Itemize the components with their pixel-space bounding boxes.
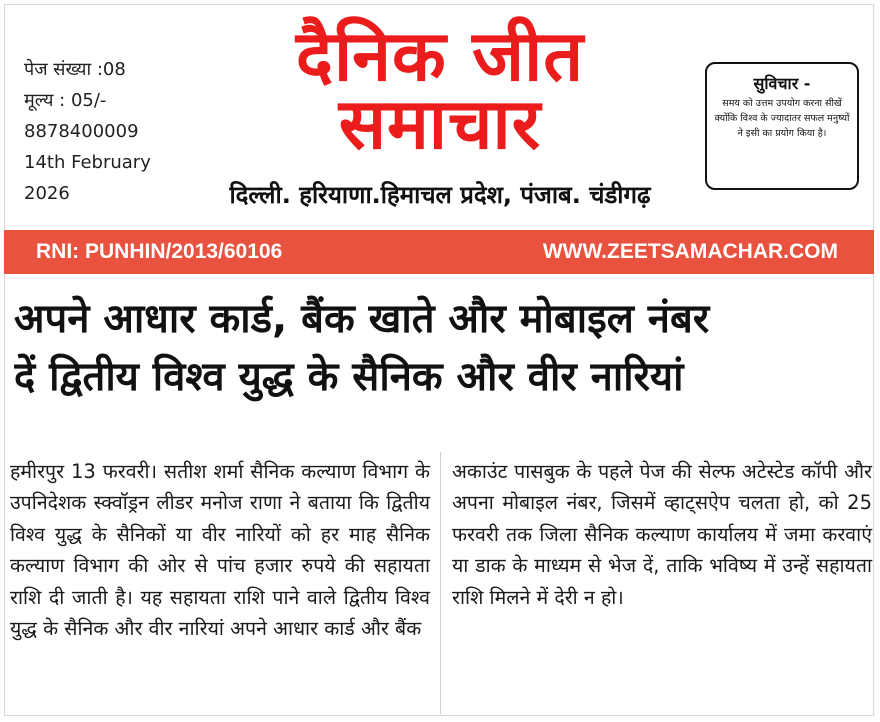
masthead-logo: [200, 15, 680, 165]
headline-line2: दें द्वितीय विश्व युद्ध के सैनिक और वीर नारियां: [14, 354, 684, 400]
article-column-left: हमीरपुर 13 फरवरी। सतीश शर्मा सैनिक कल्याण विभाग के उपनिदेशक स्क्वॉड्रन लीडर मनोज राणा ने बताया कि द्वितीय विश्व युद्ध के सैनिकों या वीर नारियों को हर माह सैनिक कल्याण विभाग की ओर से पांच हजार रुपये की सहायता राशि दी जाती है। यह सहायता राशि पाने वाले द्वितीय विश्व युद्ध के सैनिक और वीर नारियां अपने आधार कार्ड और बैंक: [10, 460, 430, 641]
article-column-right: अकाउंट पासबुक के पहले पेज की सेल्फ अटेस्टेड कॉपी और अपना मोबाइल नंबर, जिसमें व्हाट्सऐप चलता हो, को 25 फरवरी तक जिला सैनिक कल्याण कार्यालय में जमा करवाएं या डाक के माध्यम से भेज दें, ताकि भविष्य में उन्हें सहायता राशि मिलने में देरी न हो।: [452, 460, 872, 609]
masthead-regions: दिल्ली. हरियाणा.हिमाचल प्रदेश, पंजाब. चंडीगढ़: [229, 181, 651, 209]
date-line: 14th February: [24, 152, 151, 173]
masthead-title-line2: समाचार: [338, 83, 542, 165]
masthead-title-line1: दैनिक जीत: [295, 15, 585, 97]
banner-bar: [4, 230, 874, 274]
thought-of-day-box: [705, 62, 859, 190]
issue-meta: [24, 54, 151, 209]
column-divider: [440, 452, 441, 714]
price: मूल्य : 05/-: [24, 90, 107, 111]
page-number: पेज संख्या :08: [24, 59, 126, 80]
headline-line1: अपने आधार कार्ड, बैंक खाते और मोबाइल नंबर: [14, 296, 710, 342]
phone-number: 8878400009: [24, 121, 139, 142]
date-year: 2026: [24, 183, 70, 204]
thought-title: सुविचार -: [753, 74, 811, 93]
rni-number: RNI: PUNHIN/2013/60106: [36, 240, 283, 263]
thought-text: समय को उत्तम उपयोग करना सीखें क्योंकि विश्व के ज्यादातर सफल मनुष्यों ने इसी का प्रयोग किया है।: [714, 98, 850, 139]
website-link[interactable]: WWW.ZEETSAMACHAR.COM: [542, 240, 838, 263]
article-headline: [14, 290, 870, 406]
